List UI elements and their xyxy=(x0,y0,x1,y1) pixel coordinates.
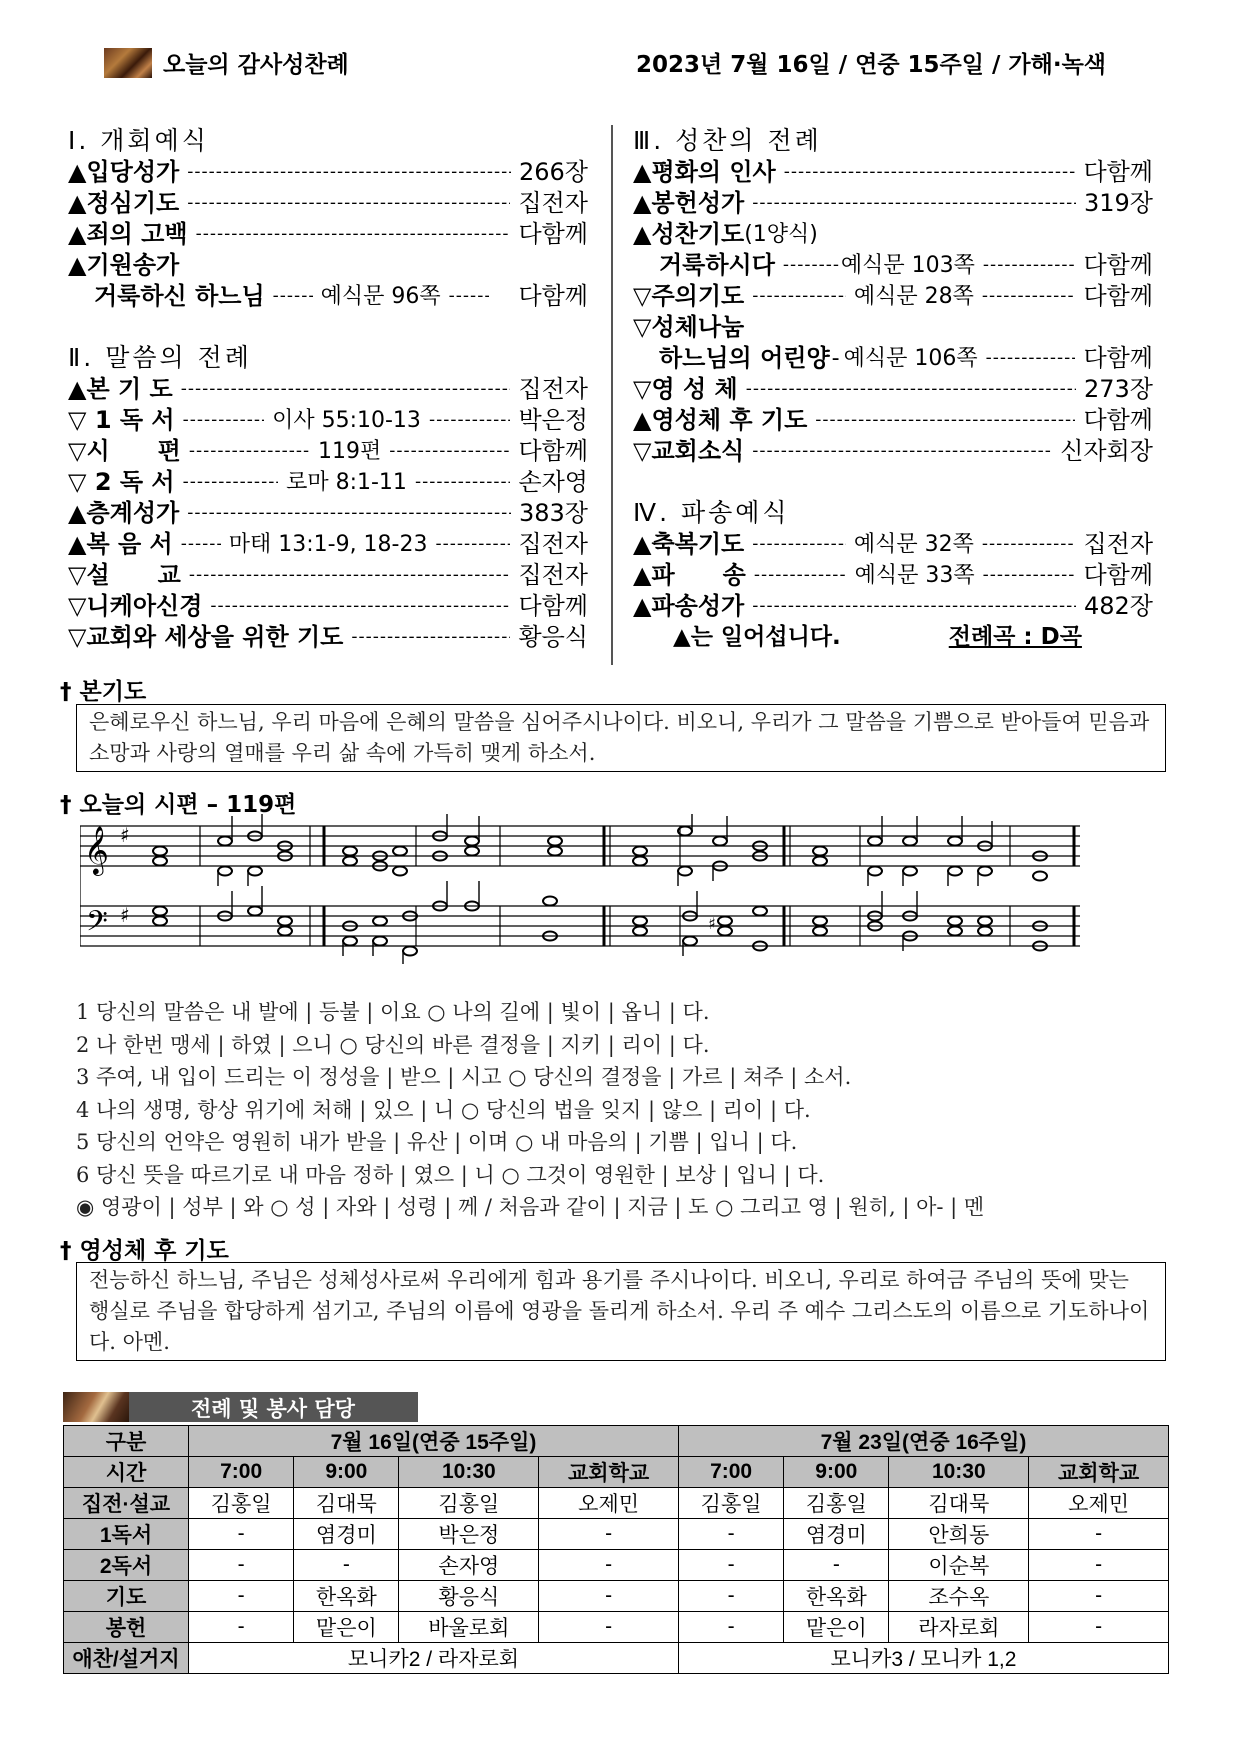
order-row: 거룩하신 하느님 ----- 예식문 96쪽 ----- 다함께 xyxy=(68,281,588,312)
row-label: 애찬/설거지 xyxy=(64,1643,189,1674)
row-label: 기도 xyxy=(64,1581,189,1612)
collect-box xyxy=(76,704,1166,772)
order-row: ▲봉헌성가 ----- 319장 xyxy=(633,188,1153,219)
time-header: 7:00 xyxy=(678,1457,783,1488)
table-row xyxy=(64,1488,1169,1519)
post-communion-text: 전능하신 하느님, 주님은 성체성사로써 우리에게 힘과 용기를 주시나이다. 비오니, 우리로 하여금 주님의 뜻에 맞는 행실로 주님을 합당하게 섬기고, 주님의 이름에 영광을 돌리게 하소서. 우리 주 예수 그리스도의 이름으로 기도하나이다. 아멘. xyxy=(89,1268,1150,1354)
table-cell: 모니카3 / 모니카 1,2 xyxy=(678,1643,1168,1674)
psalm-gloria: ◉ 영광이 | 성부 | 와 ○ 성 | 자와 | 성령 | 께 / 처음과 같이 | 지금 | 도 ○ 그리고 영 | 원히, | 아- | 멘 xyxy=(76,1195,985,1219)
row-label: 집전·설교 xyxy=(64,1488,189,1519)
table-cell: - xyxy=(189,1612,294,1643)
table-cell: 김대묵 xyxy=(294,1488,399,1519)
table-cell: 박은정 xyxy=(399,1519,539,1550)
post-communion-heading: † 영성체 후 기도 xyxy=(60,1238,229,1264)
order-row: ▽설 교 ----- 집전자 xyxy=(68,560,588,591)
table-cell: 김홍일 xyxy=(784,1488,889,1519)
time-header: 10:30 xyxy=(399,1457,539,1488)
order-row: ▽니케아신경 ----- 다함께 xyxy=(68,591,588,622)
table-cell: 바울로회 xyxy=(399,1612,539,1643)
page-title: 오늘의 감사성찬례 xyxy=(163,52,349,78)
row-label: 2독서 xyxy=(64,1550,189,1581)
row-label: 봉헌 xyxy=(64,1612,189,1643)
table-cell: 김홍일 xyxy=(678,1488,783,1519)
psalm-heading: † 오늘의 시편 – 119편 xyxy=(60,792,297,818)
table-cell: - xyxy=(678,1519,783,1550)
table-cell: - xyxy=(539,1612,679,1643)
order-row: ▲죄의 고백 ----- 다함께 xyxy=(68,219,588,250)
date-header: 7월 16일(연중 15주일) xyxy=(189,1426,679,1457)
table-cell: 조수옥 xyxy=(889,1581,1029,1612)
table-row xyxy=(64,1550,1169,1581)
order-row: ▲영성체 후 기도 ----- 다함께 xyxy=(633,405,1153,436)
time-header: 10:30 xyxy=(889,1457,1029,1488)
section-title: Ⅳ. 파송예식 xyxy=(633,498,790,527)
duty-table-title: 전례 및 봉사 담당 xyxy=(191,1397,355,1421)
time-header: 교회학교 xyxy=(1029,1457,1169,1488)
table-cell: - xyxy=(189,1550,294,1581)
order-row: ▲본 기 도 ----- 집전자 xyxy=(68,374,588,405)
table-cell: - xyxy=(1029,1519,1169,1550)
collect-text: 은혜로우신 하느님, 우리 마음에 은혜의 말씀을 심어주시나이다. 비오니, 우리가 그 말씀을 기쁨으로 받아들여 믿음과 소망과 사랑의 열매를 우리 삶 속에 가득히 맺게 하소서. xyxy=(89,710,1150,765)
psalm-verse: 4 나의 생명, 항상 위기에 처해 | 있으 | 니 ○ 당신의 법을 잊지 | 않으 | 리이 | 다. xyxy=(76,1097,811,1122)
table-cell: - xyxy=(539,1550,679,1581)
sharp-icon: ♯ xyxy=(120,903,130,927)
psalm-score xyxy=(80,814,1085,964)
header-photo xyxy=(104,48,152,78)
order-row: ▽교회소식 ----- 신자회장 xyxy=(633,436,1153,467)
table-cell: - xyxy=(294,1550,399,1581)
table-row xyxy=(64,1519,1169,1550)
psalm-verse: 3 주여, 내 입이 드리는 이 정성을 | 받으 | 시고 ○ 당신의 결정을 | 가르 | 쳐주 | 소서. xyxy=(76,1065,852,1089)
liturgical-date: 2023년 7월 16일 / 연중 15주일 / 가해·녹색 xyxy=(636,52,1107,78)
duty-table-tag xyxy=(63,1392,418,1422)
order-row: ▲복 음 서 ----- 마태 13:1-9, 18-23 ----- 집전자 xyxy=(68,529,588,560)
order-row: ▲축복기도 ----- 예식문 32쪽 ----- 집전자 xyxy=(633,529,1153,560)
table-cell: - xyxy=(189,1519,294,1550)
duty-table xyxy=(63,1425,1169,1674)
column-divider xyxy=(611,125,613,665)
table-cell: 한옥화 xyxy=(784,1581,889,1612)
psalm-verse: 5 당신의 언약은 영원히 내가 받을 | 유산 | 이며 ○ 내 마음의 | 기쁨 | 입니 | 다. xyxy=(76,1130,798,1154)
post-communion-box xyxy=(76,1262,1166,1361)
row-label: 1독서 xyxy=(64,1519,189,1550)
table-cell: 염경미 xyxy=(784,1519,889,1550)
order-row: ▽ 1 독 서 ----- 이사 55:10-13 ----- 박은정 xyxy=(68,405,588,436)
table-cell: 안희동 xyxy=(889,1519,1029,1550)
table-cell: 염경미 xyxy=(294,1519,399,1550)
table-cell: 맡은이 xyxy=(784,1612,889,1643)
table-cell: - xyxy=(784,1550,889,1581)
table-cell: 김홍일 xyxy=(399,1488,539,1519)
table-row xyxy=(64,1457,1169,1488)
table-cell: 오제민 xyxy=(1029,1488,1169,1519)
table-cell: 맡은이 xyxy=(294,1612,399,1643)
time-header: 9:00 xyxy=(784,1457,889,1488)
order-row: ▲기원송가 xyxy=(68,251,180,279)
standing-note: ▲는 일어섭니다. 전례곡 : D곡 xyxy=(633,622,1153,653)
table-row xyxy=(64,1426,1169,1457)
table-cell: 손자영 xyxy=(399,1550,539,1581)
psalm-verse: 1 당신의 말씀은 내 발에 | 등불 | 이요 ○ 나의 길에 | 빛이 | 옵니 | 다. xyxy=(76,1000,710,1024)
table-cell: - xyxy=(539,1581,679,1612)
table-cell: - xyxy=(678,1550,783,1581)
table-cell: 라자로회 xyxy=(889,1612,1029,1643)
tag-photo xyxy=(63,1392,129,1422)
header-cell: 시간 xyxy=(64,1457,189,1488)
order-row: 하느님의 어린양 - 예식문 106쪽 ----- 다함께 xyxy=(633,343,1153,374)
header-cell: 구분 xyxy=(64,1426,189,1457)
order-row: ▽주의기도 ----- 예식문 28쪽 ----- 다함께 xyxy=(633,281,1153,312)
table-cell: - xyxy=(189,1581,294,1612)
psalm-verse: 6 당신 뜻을 따르기로 내 마음 정하 | 였으 | 니 ○ 그것이 영원한 | 보상 | 입니 | 다. xyxy=(76,1162,825,1187)
time-header: 9:00 xyxy=(294,1457,399,1488)
treble-clef-icon: 𝄞 xyxy=(84,825,109,874)
collect-heading: † 본기도 xyxy=(60,679,147,705)
psalm-text xyxy=(76,996,984,1224)
order-row: ▽ 2 독 서 ----- 로마 8:1-11 ----- 손자영 xyxy=(68,467,588,498)
liturgy-tune: 전례곡 : D곡 xyxy=(948,624,1082,650)
psalm-verse: 2 나 한번 맹세 | 하였 | 으니 ○ 당신의 바른 결정을 | 지키 | 리이 | 다. xyxy=(76,1032,710,1057)
section-title: Ⅱ. 말씀의 전례 xyxy=(68,343,252,372)
date-header: 7월 23일(연중 16주일) xyxy=(678,1426,1168,1457)
order-row: 거룩하시다 ----- 예식문 103쪽 ----- 다함께 xyxy=(633,250,1153,281)
table-cell: - xyxy=(1029,1581,1169,1612)
time-header: 7:00 xyxy=(189,1457,294,1488)
order-row: ▽시 편 ----- 119편 ----- 다함께 xyxy=(68,436,588,467)
order-row: ▲정심기도 ----- 집전자 xyxy=(68,188,588,219)
order-row: ▽영 성 체 ----- 273장 xyxy=(633,374,1153,405)
table-cell: - xyxy=(1029,1612,1169,1643)
order-row: ▲파 송 ----- 예식문 33쪽 ----- 다함께 xyxy=(633,560,1153,591)
table-cell: - xyxy=(1029,1550,1169,1581)
table-cell: 김대묵 xyxy=(889,1488,1029,1519)
table-cell: 모니카2 / 라자로회 xyxy=(189,1643,679,1674)
table-row xyxy=(64,1612,1169,1643)
table-row xyxy=(64,1581,1169,1612)
order-row: ▽교회와 세상을 위한 기도 ----- 황응식 xyxy=(68,622,588,653)
order-row: ▽성체나눔 xyxy=(633,313,745,341)
table-cell: - xyxy=(678,1612,783,1643)
table-cell: 한옥화 xyxy=(294,1581,399,1612)
order-row: ▲층계성가 ----- 383장 xyxy=(68,498,588,529)
section-title: Ⅲ. 성찬의 전례 xyxy=(633,126,822,155)
order-row: ▲평화의 인사 ----- 다함께 xyxy=(633,157,1153,188)
table-cell: 이순복 xyxy=(889,1550,1029,1581)
table-cell: 오제민 xyxy=(539,1488,679,1519)
sharp-icon: ♯ xyxy=(120,823,130,847)
time-header: 교회학교 xyxy=(539,1457,679,1488)
order-row: ▲파송성가 ----- 482장 xyxy=(633,591,1153,622)
sharp-icon: ♯ xyxy=(708,914,716,933)
order-left-column xyxy=(68,125,588,653)
table-cell: - xyxy=(678,1581,783,1612)
bass-clef-icon: 𝄢 xyxy=(86,905,108,945)
table-cell: - xyxy=(539,1519,679,1550)
order-row: ▲입당성가 ----- 266장 xyxy=(68,157,588,188)
table-cell: 김홍일 xyxy=(189,1488,294,1519)
order-right-column xyxy=(633,125,1153,653)
section-title: Ⅰ. 개회예식 xyxy=(68,126,209,155)
order-row: ▲성찬기도 (1양식) xyxy=(633,220,818,248)
table-row xyxy=(64,1643,1169,1674)
table-cell: 황응식 xyxy=(399,1581,539,1612)
